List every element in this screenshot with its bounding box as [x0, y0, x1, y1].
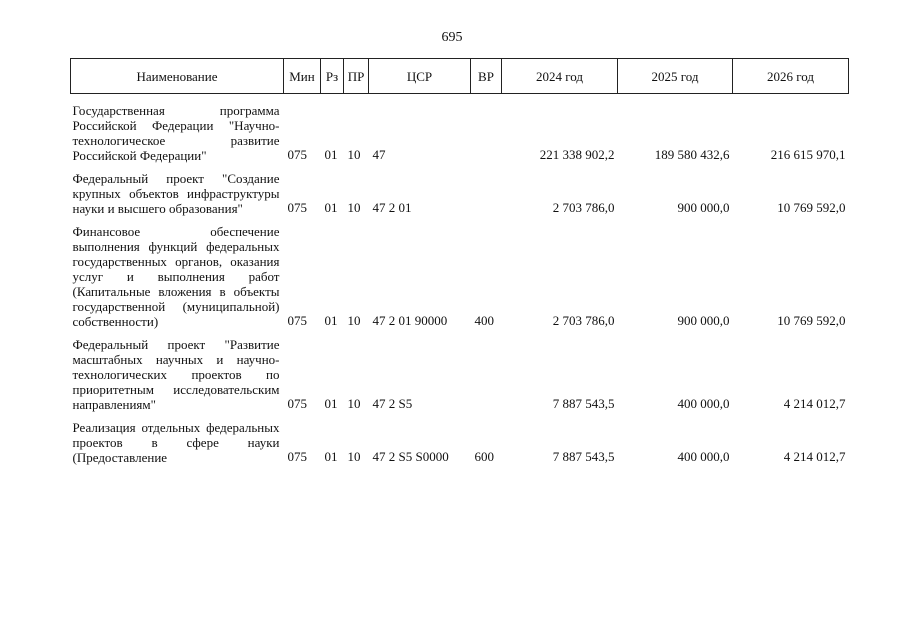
row-vr	[471, 163, 502, 216]
table-row	[71, 412, 849, 465]
row-pr: 10	[347, 147, 361, 162]
row-2024: 221 338 902,2	[539, 147, 615, 162]
row-min: 075	[287, 200, 307, 215]
table-row	[71, 163, 849, 216]
row-name: Федеральный проект "Создание крупных объектов инфраструктуры науки и высшего образования"	[72, 171, 280, 216]
row-name: Государственная программа Российской Федерации "Научно-технологическое развитие Российской Федерации"	[72, 103, 280, 163]
budget-table	[70, 58, 849, 465]
row-vr: 600	[474, 449, 494, 464]
row-rz: 01	[324, 147, 338, 162]
header-2024: 2024 год	[502, 59, 618, 94]
row-pr: 10	[347, 449, 361, 464]
row-name: Реализация отдельных федеральных проектов в сфере науки (Предоставление	[72, 420, 280, 465]
header-2026: 2026 год	[733, 59, 849, 94]
row-min: 075	[287, 313, 307, 328]
row-rz: 01	[324, 200, 338, 215]
row-2024: 7 887 543,5	[552, 396, 615, 411]
row-pr: 10	[347, 200, 361, 215]
header-csr: ЦСР	[369, 59, 471, 94]
row-vr	[471, 94, 502, 164]
row-2025: 400 000,0	[677, 449, 730, 464]
row-csr: 47 2 S5 S0000	[372, 449, 449, 464]
row-2025: 189 580 432,6	[654, 147, 730, 162]
row-2025: 900 000,0	[677, 200, 730, 215]
table-row	[71, 329, 849, 412]
header-rz: Рз	[321, 59, 344, 94]
header-pr: ПР	[344, 59, 369, 94]
row-vr	[471, 329, 502, 412]
header-min: Мин	[284, 59, 321, 94]
header-2025: 2025 год	[618, 59, 733, 94]
row-csr: 47 2 S5	[372, 396, 413, 411]
row-2024: 2 703 786,0	[552, 313, 615, 328]
row-pr: 10	[347, 396, 361, 411]
row-2026: 216 615 970,1	[770, 147, 846, 162]
row-rz: 01	[324, 449, 338, 464]
row-csr: 47 2 01	[372, 200, 412, 215]
row-min: 075	[287, 396, 307, 411]
page-number: 695	[441, 30, 463, 45]
row-2026: 4 214 012,7	[783, 396, 846, 411]
header-name: Наименование	[71, 59, 284, 94]
row-2025: 900 000,0	[677, 313, 730, 328]
table-row	[71, 94, 849, 164]
row-csr: 47	[372, 147, 386, 162]
row-csr: 47 2 01 90000	[372, 313, 448, 328]
table-row	[71, 216, 849, 329]
row-2024: 2 703 786,0	[552, 200, 615, 215]
row-min: 075	[287, 449, 307, 464]
row-2025: 400 000,0	[677, 396, 730, 411]
row-name: Федеральный проект "Развитие масштабных научных и научно-технологических проектов по приоритетным исследовательским направлениям"	[72, 337, 280, 412]
row-name: Финансовое обеспечение выполнения функций федеральных государственных органов, оказания услуг и выполнения работ (Капитальные вложения в объекты государственной (муниципальной) собственности)	[72, 224, 280, 329]
row-pr: 10	[347, 313, 361, 328]
row-2026: 4 214 012,7	[783, 449, 846, 464]
row-2024: 7 887 543,5	[552, 449, 615, 464]
row-2026: 10 769 592,0	[777, 313, 846, 328]
row-vr: 400	[474, 313, 494, 328]
row-rz: 01	[324, 313, 338, 328]
row-2026: 10 769 592,0	[777, 200, 846, 215]
table-header-row	[71, 59, 849, 94]
header-vr: ВР	[471, 59, 502, 94]
row-min: 075	[287, 147, 307, 162]
row-rz: 01	[324, 396, 338, 411]
